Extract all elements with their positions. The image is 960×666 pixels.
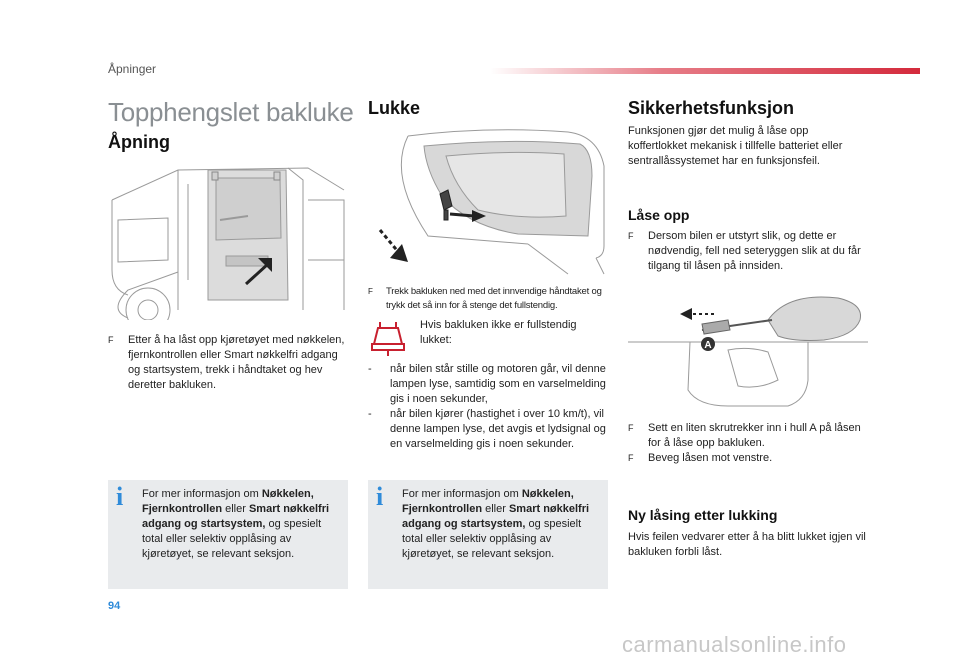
page-title: Topphengslet bakluke (108, 97, 354, 127)
unlock-instruction-1: F Dersom bilen er utstyrt slik, og dette er nødvendig, fell ned seteryggen slik at du får tilgang til låsen på innsiden. (628, 230, 861, 272)
heading-closing: Lukke (368, 98, 421, 118)
page-number: 94 (108, 600, 121, 612)
heading-relock: Ny låsing etter lukking (628, 507, 778, 523)
closing-instruction: F Trekk bakluken ned med det innvendige håndtaket og trykk det så inn for å stenge det fullstendig. (368, 286, 602, 311)
tailgate-interior-illustration (368, 126, 608, 276)
hole-a-label: A (704, 340, 712, 351)
info-box-closing (368, 480, 608, 589)
list-item: - når bilen kjører (hastighet i over 10 km/t), vil denne lampen lyse, det avgis et lydsignal og en varselmelding gis i noen sekunder. (368, 408, 606, 450)
opening-instruction: F Etter å ha låst opp kjøretøyet med nøkkelen, fjernkontrollen eller Smart nøkkelfri adgang og startsystem, trekk i håndtaket og hev deretter bakluken. (108, 334, 345, 391)
info-text-closing: For mer informasjon om Nøkkelen, Fjernkontrollen eller Smart nøkkelfri adgang og startsystem, og spesielt total eller selektiv opplåsing av kjøretøyet, se relevant seksjon. (402, 488, 590, 560)
header-accent-bar (490, 68, 920, 74)
heading-opening: Åpning (108, 132, 170, 152)
closing-warning-text: Hvis bakluken ikke er fullstendig lukket: (420, 319, 577, 346)
heading-unlock: Låse opp (628, 207, 690, 223)
list-item: - når bilen står stille og motoren går, vil denne lampen lyse, samtidig som en varselmelding gis i noen sekunder, (368, 363, 606, 405)
heading-safety: Sikkerhetsfunksjon (628, 98, 795, 118)
closing-dash-list (368, 362, 608, 452)
info-icon: i (376, 482, 384, 511)
unlock-instructions-2 (628, 421, 868, 466)
bullet-mark: F (628, 453, 634, 463)
list-item: F Beveg låsen mot venstre. (628, 452, 773, 464)
section-header: Åpninger (108, 62, 157, 76)
info-text-opening: For mer informasjon om Nøkkelen, Fjernkontrollen eller Smart nøkkelfri adgang og startsystem, og spesielt total eller selektiv opplåsing av kjøretøyet, se relevant seksjon. (142, 488, 330, 560)
list-item: F Sett en liten skrutrekker inn i hull A på låsen for å låse opp bakluken. (628, 422, 861, 449)
bullet-mark: F (628, 423, 634, 433)
lock-screwdriver-illustration (628, 290, 868, 410)
safety-intro: Funksjonen gjør det mulig å låse opp koffertlokket mekanisk i tillfelle batteriet eller sentrallåssystemet har en funksjonsfeil. (628, 125, 843, 167)
bullet-mark: F (368, 287, 373, 296)
watermark: carmanualsonline.info (622, 632, 847, 657)
van-rear-illustration (108, 160, 348, 320)
bullet-mark: F (628, 231, 634, 241)
info-icon: i (116, 482, 124, 511)
bullet-mark: F (108, 335, 114, 345)
relock-text: Hvis feilen vedvarer etter å ha blitt lukket igjen vil bakluken forbli låst. (628, 531, 866, 558)
tailgate-open-warning-icon (368, 320, 408, 358)
info-box-opening (108, 480, 348, 589)
